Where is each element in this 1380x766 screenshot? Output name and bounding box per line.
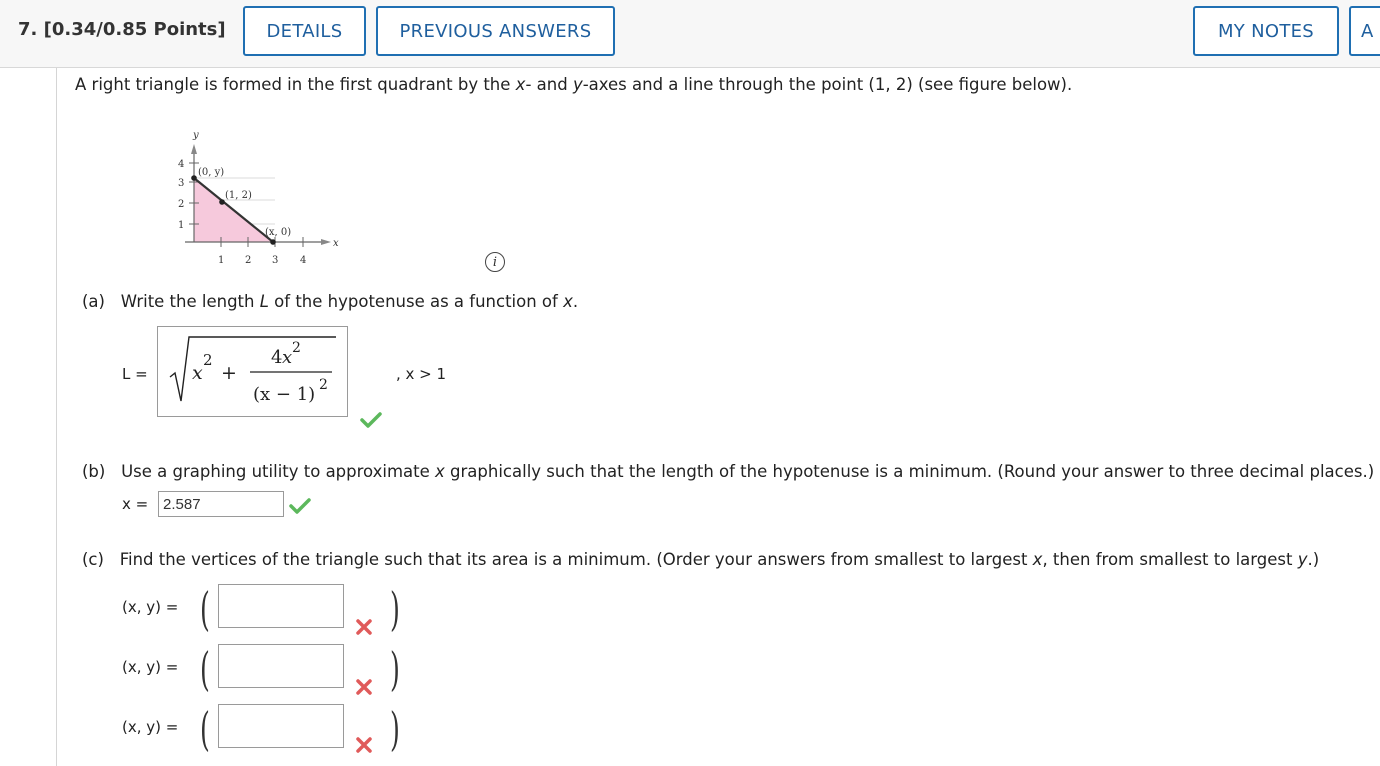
vertex-1-lhs-text: (x, y) = xyxy=(122,598,179,616)
part-a-var-l: L xyxy=(259,292,269,311)
cross-icon xyxy=(355,618,373,636)
vertex-1-open-paren: ( xyxy=(200,582,210,636)
y-axis-label: y xyxy=(193,130,199,141)
x-tick-1: 1 xyxy=(218,255,225,266)
term1-exp: 2 xyxy=(203,351,213,369)
part-a-text-3: . xyxy=(572,292,579,311)
part-a-domain-text: , x > 1 xyxy=(396,365,447,383)
vertex-3-lhs-text: (x, y) = xyxy=(122,718,179,736)
ask-button[interactable]: A xyxy=(1349,6,1380,56)
vertex-3-open-paren: ( xyxy=(200,702,210,756)
vertex-2-lhs-text: (x, y) = xyxy=(122,658,179,676)
part-b-label: (b) xyxy=(82,462,106,481)
part-a-text-1: Write the length xyxy=(120,292,260,311)
vertex-2-open-paren: ( xyxy=(200,642,210,696)
question-points: 7. [0.34/0.85 Points] xyxy=(18,19,226,40)
vertex-3-input[interactable] xyxy=(218,704,344,748)
part-c-var-y: y xyxy=(1297,550,1308,569)
vertex-2-input[interactable] xyxy=(218,644,344,688)
part-b-lhs xyxy=(122,495,148,513)
intro-text-2: - and xyxy=(525,75,573,94)
previous-answers-button[interactable]: PREVIOUS ANSWERS xyxy=(376,6,615,56)
details-button[interactable]: DETAILS xyxy=(243,6,366,56)
my-notes-button[interactable]: MY NOTES xyxy=(1193,6,1339,56)
part-a-label: (a) xyxy=(82,292,105,311)
plus-sign: + xyxy=(221,362,237,384)
x-tick-3: 3 xyxy=(272,255,279,266)
label-given-point: (1, 2) xyxy=(225,190,252,201)
numerator-exp: 2 xyxy=(292,340,301,356)
part-a-lhs-text: L = xyxy=(122,365,148,383)
vertex-1-lhs xyxy=(122,598,178,616)
answer-b-input[interactable]: 2.587 xyxy=(158,491,284,517)
numerator-var: x xyxy=(282,347,293,368)
part-b-text-2: graphically such that the length of the hypotenuse is a minimum. (Round your answer to three decimal places.) xyxy=(444,462,1375,481)
part-a-text-2: of the hypotenuse as a function of xyxy=(268,292,564,311)
part-b-lhs-text: x = xyxy=(122,495,149,513)
formula-render xyxy=(158,327,349,418)
y-intercept-point xyxy=(191,175,197,181)
part-a-lhs xyxy=(122,365,148,383)
vertex-3-close-paren: ) xyxy=(390,702,400,756)
problem-statement xyxy=(75,75,1072,94)
content-left-border xyxy=(56,68,57,766)
part-c-text-3: .) xyxy=(1307,550,1320,569)
x-intercept-point xyxy=(270,239,276,245)
x-tick-4: 4 xyxy=(300,255,307,266)
y-axis-arrow xyxy=(191,144,197,154)
given-point xyxy=(219,199,225,205)
info-icon[interactable]: i xyxy=(485,252,505,272)
part-c-label: (c) xyxy=(82,550,104,569)
part-b-var-x: x xyxy=(435,462,445,481)
question-header xyxy=(0,0,1380,68)
check-icon xyxy=(360,412,382,428)
triangle-figure xyxy=(165,126,355,266)
cross-icon xyxy=(355,678,373,696)
vertex-1-input[interactable] xyxy=(218,584,344,628)
part-a-var-x: x xyxy=(563,292,573,311)
part-a-prompt xyxy=(82,292,578,311)
y-tick-2: 2 xyxy=(178,199,185,210)
y-tick-4: 4 xyxy=(178,159,185,170)
answer-a-math-field[interactable] xyxy=(157,326,348,417)
y-tick-3: 3 xyxy=(178,178,185,189)
intro-y: y xyxy=(572,75,583,94)
x-axis-arrow xyxy=(321,239,331,245)
intro-text-1: A right triangle is formed in the first quadrant by the xyxy=(75,75,516,94)
vertex-2-lhs xyxy=(122,658,178,676)
label-y-intercept: (0, y) xyxy=(198,167,225,178)
part-b-prompt xyxy=(82,462,1374,481)
part-a-domain xyxy=(396,365,446,383)
vertex-1-close-paren: ) xyxy=(390,582,400,636)
label-x-intercept: (x, 0) xyxy=(265,227,292,238)
intro-text-3: -axes and a line through the point (1, 2) (see figure below). xyxy=(582,75,1073,94)
denominator: (x − 1) xyxy=(253,384,316,405)
x-axis-label: x xyxy=(333,238,339,249)
x-tick-2: 2 xyxy=(245,255,252,266)
part-c-text-1: Find the vertices of the triangle such that its area is a minimum. (Order your answers from smallest to largest xyxy=(119,550,1033,569)
vertex-3-lhs xyxy=(122,718,178,736)
part-b-text-1: Use a graphing utility to approximate xyxy=(121,462,436,481)
y-tick-1: 1 xyxy=(178,220,185,231)
cross-icon xyxy=(355,736,373,754)
vertex-2-close-paren: ) xyxy=(390,642,400,696)
part-c-prompt xyxy=(82,550,1319,569)
check-icon xyxy=(289,498,311,514)
part-c-text-2: , then from smallest to largest xyxy=(1042,550,1298,569)
intro-x: x xyxy=(515,75,526,94)
numerator-coef: 4 xyxy=(271,347,283,368)
part-c-var-x: x xyxy=(1032,550,1043,569)
term1-base: x xyxy=(192,362,203,384)
denominator-exp: 2 xyxy=(319,377,328,393)
